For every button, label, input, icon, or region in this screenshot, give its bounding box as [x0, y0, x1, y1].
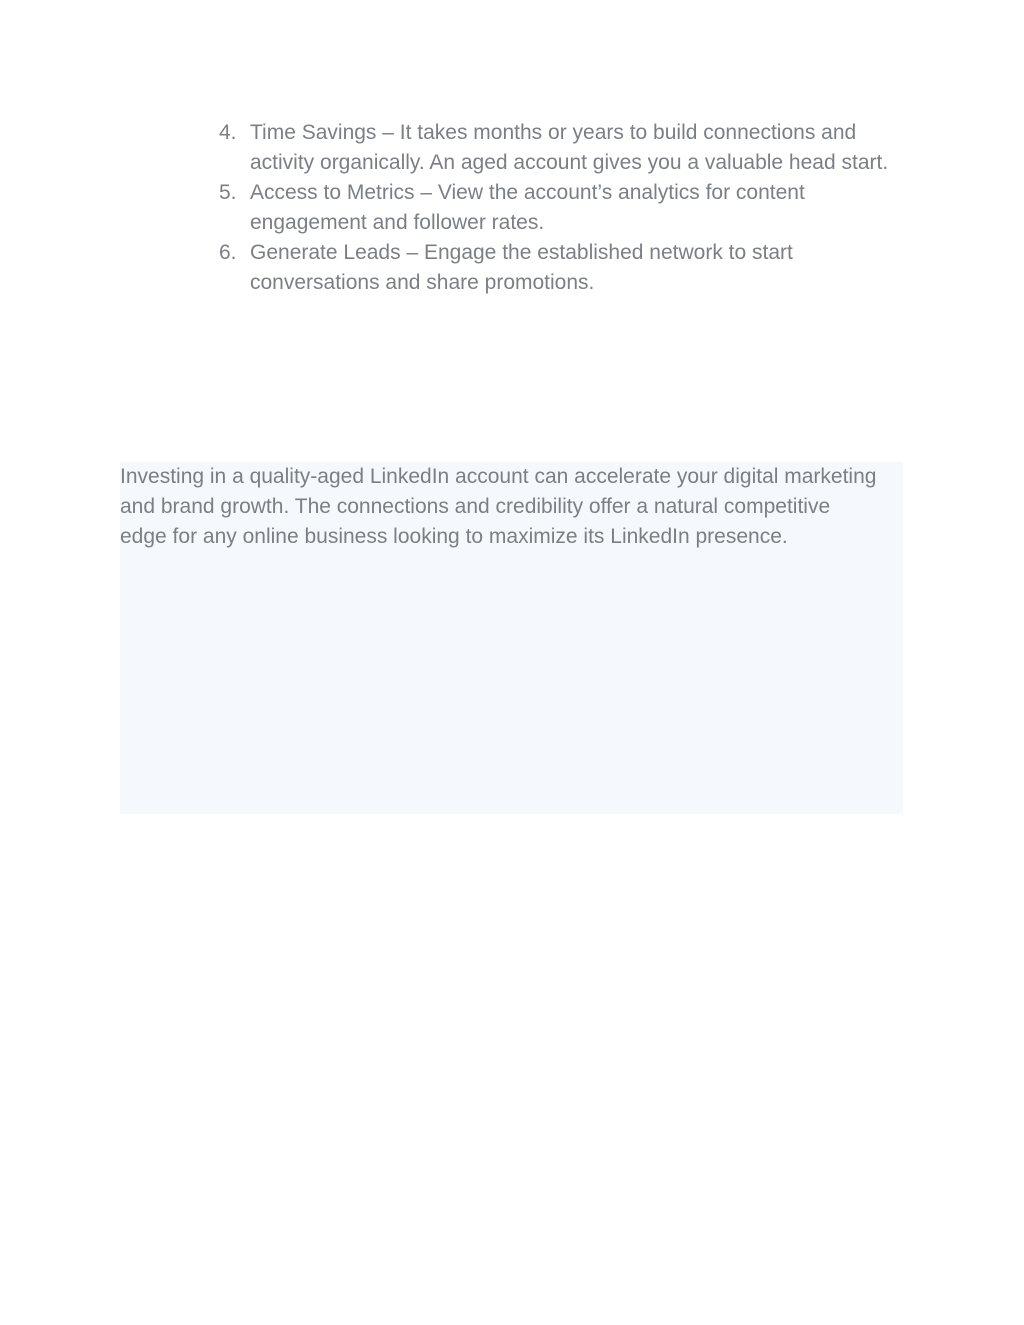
list-item [219, 178, 909, 238]
list-text: Access to Metrics – View the account’s analytics for content engagement and follower rates. [250, 181, 805, 234]
list-number: 6. [219, 241, 237, 264]
benefits-list [219, 118, 909, 298]
conclusion-callout [120, 462, 903, 814]
list-number: 4. [219, 121, 237, 144]
list-item [219, 238, 909, 298]
conclusion-paragraph: Investing in a quality-aged LinkedIn account can accelerate your digital marketing and brand growth. The connections and credibility offer a natural competitive edge for any online business looking to maximize its LinkedIn presence. [120, 465, 877, 548]
list-number: 5. [219, 181, 237, 204]
list-text: Generate Leads – Engage the established network to start conversations and share promotions. [250, 241, 793, 294]
list-item [219, 118, 909, 178]
list-text: Time Savings – It takes months or years to build connections and activity organically. An aged account gives you a valuable head start. [250, 121, 889, 174]
